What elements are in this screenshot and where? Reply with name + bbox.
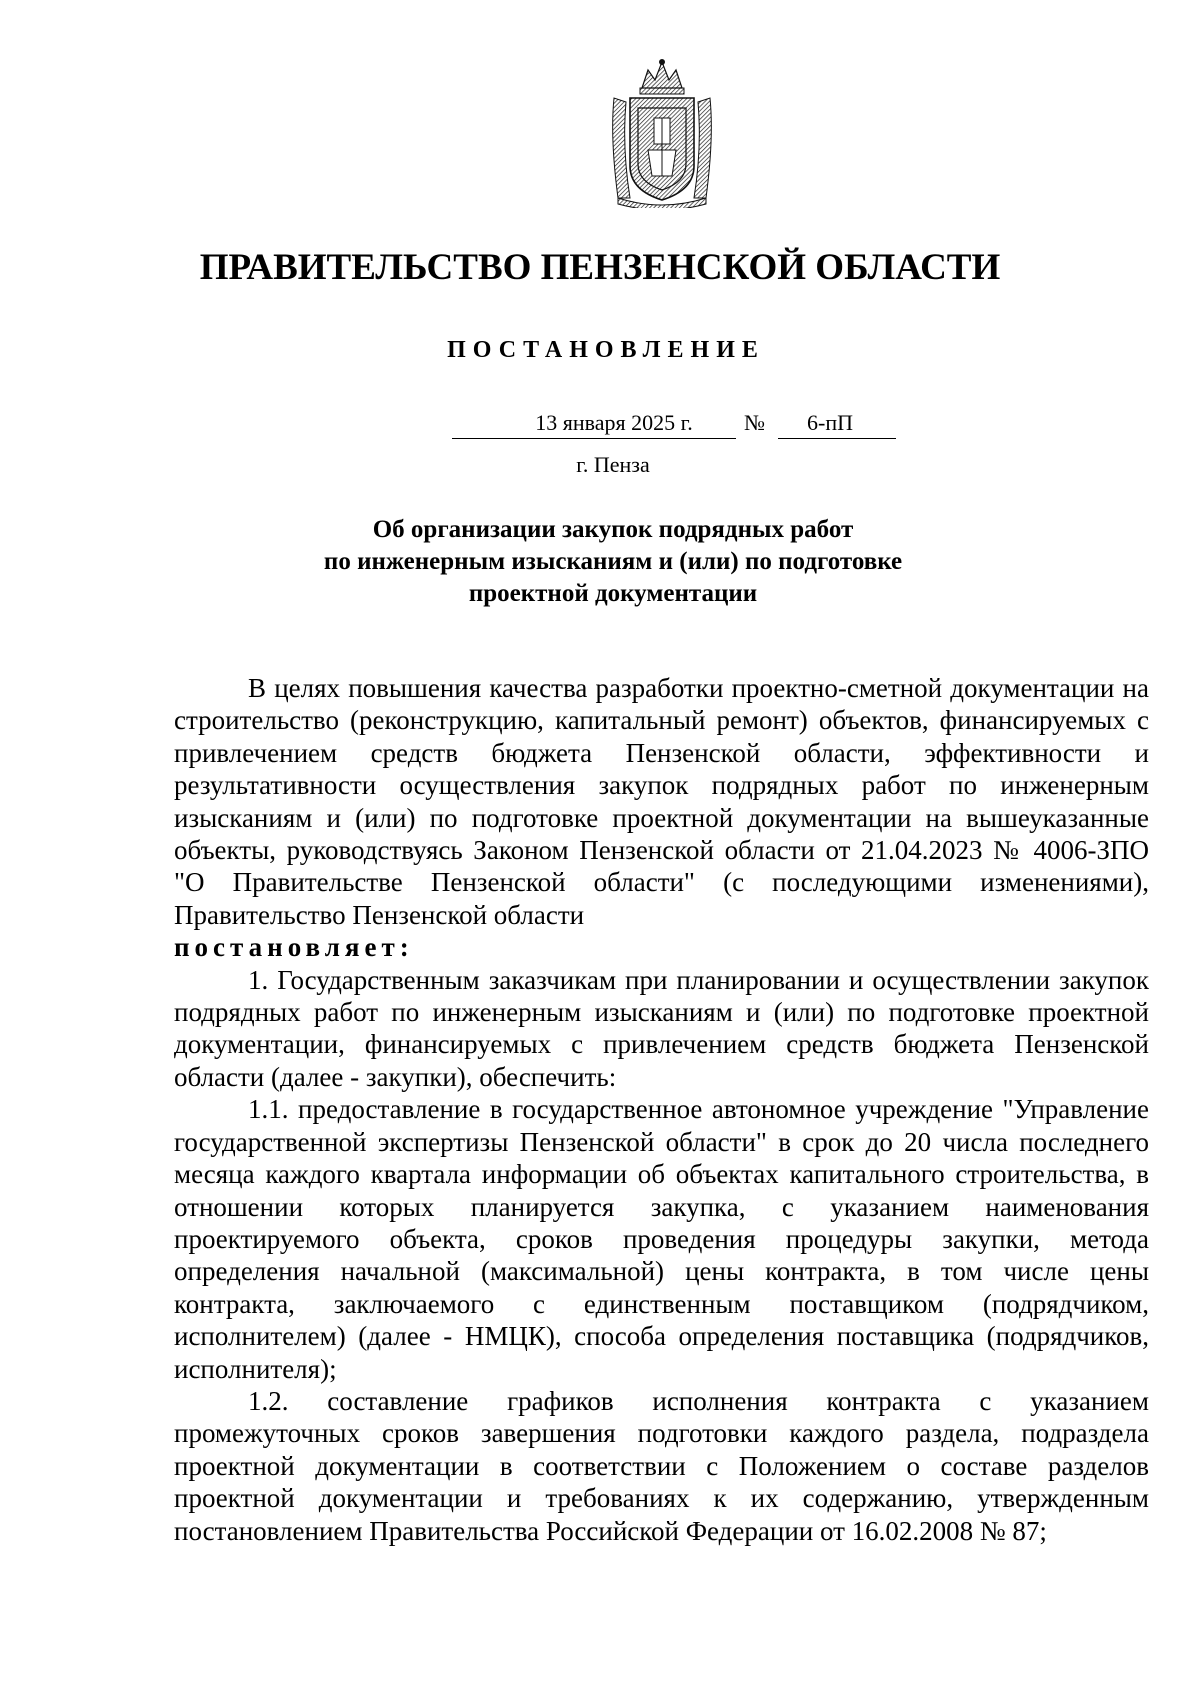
document-subject xyxy=(0,514,1200,610)
item-1-2-paragraph: 1.2. составление графиков исполнения контракта с указанием промежуточных сроков завершения подготовки каждого раздела, подраздела проектной документации в соответствии с Положением о составе разделов проектной документации и требованиях к их содержанию, утвержденным постановлением Правительства Российской Федерации от 16.02.2008 № 87; xyxy=(174,1385,1149,1546)
government-title: ПРАВИТЕЛЬСТВО ПЕНЗЕНСКОЙ ОБЛАСТИ xyxy=(199,247,1001,288)
document-type: ПОСТАНОВЛЕНИЕ xyxy=(447,337,765,363)
item-1-paragraph: 1. Государственным заказчикам при планировании и осуществлении закупок подрядных работ по инженерным изысканиям и (или) по подготовке проектной документации, финансируемых с привлечением средств бюджета Пензенской области (далее - закупки), обеспечить: xyxy=(174,964,1149,1092)
resolves-word: постановляет: xyxy=(174,932,414,963)
item-1-1-paragraph: 1.1. предоставление в государственное автономное учреждение "Управление государственной экспертизы Пензенской области" в срок до 20 числа последнего месяца каждого квартала информации об объектах капитального строительства, в отношении которых планируется закупка, с указанием наименования проектируемого объекта, сроков проведения процедуры закупки, метода определения начальной (максимальной) цены контракта, в том числе цены контракта, заключаемого с единственным поставщиком (подрядчиком, исполнителем) (далее - НМЦК), способа определения поставщика (подрядчиков, исполнителя); xyxy=(174,1094,1149,1384)
document-date: 13 января 2025 г. xyxy=(452,408,736,439)
coat-of-arms-icon xyxy=(608,58,716,208)
document-city: г. Пенза xyxy=(576,452,650,477)
subject-line-1: Об организации закупок подрядных работ xyxy=(372,516,854,543)
document-number: 6-пП xyxy=(778,408,896,439)
preamble-paragraph: В целях повышения качества разработки проектно-сметной документации на строительство (реконструкцию, капитальный ремонт) объектов, финансируемых с привлечением средств бюджета Пензенской области, эффективности и результативности осуществления закупок подрядных работ по инженерным изысканиям и (или) по подготовке проектной документации на вышеуказанные объекты, руководствуясь Законом Пензенской области от 21.04.2023 № 4006-ЗПО "О Правительстве Пензенской области" (с последующими изменениями), Правительство Пензенской области xyxy=(174,673,1149,930)
subject-line-2: по инженерным изысканиям и (или) по подготовке xyxy=(323,548,903,575)
number-sign: № xyxy=(744,410,765,435)
subject-line-3: проектной документации xyxy=(468,580,758,607)
document-body xyxy=(174,672,1149,1547)
resolves-line xyxy=(174,931,1149,963)
